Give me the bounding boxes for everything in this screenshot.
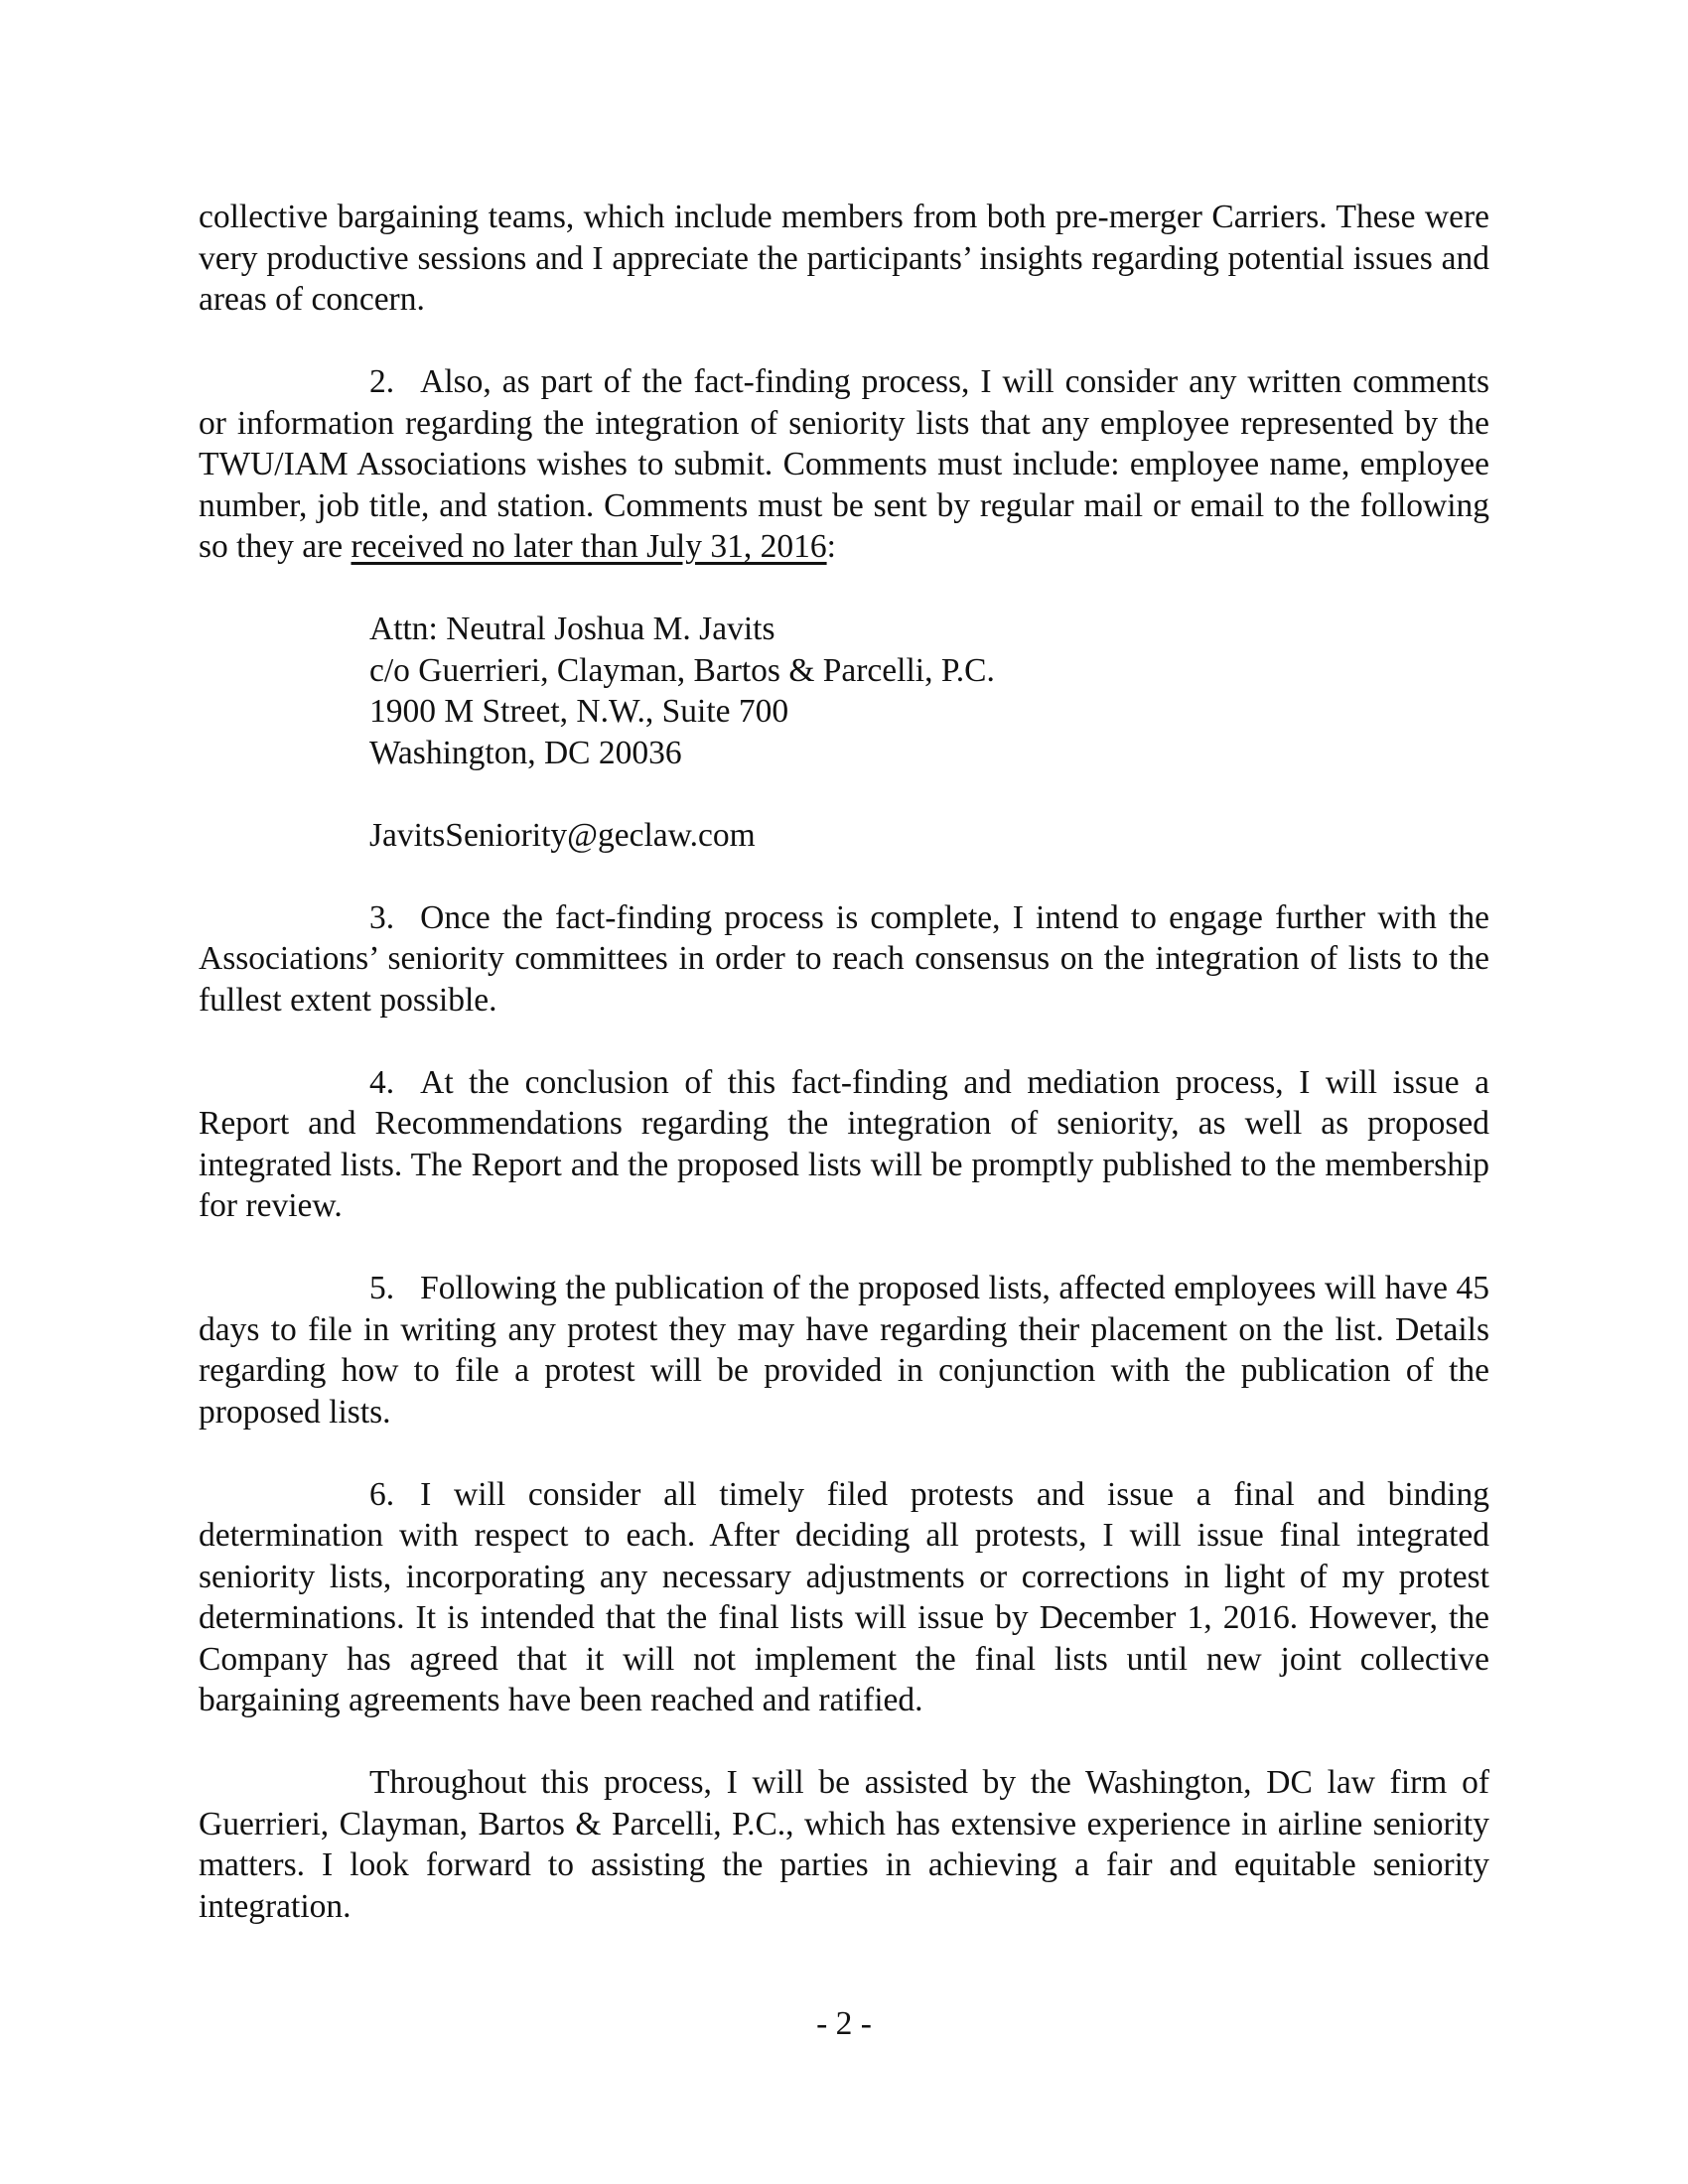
paragraph-number: 4. (369, 1063, 395, 1101)
document-page (199, 197, 1489, 1969)
paragraph-6 (199, 1474, 1489, 1721)
paragraph-2 (199, 361, 1489, 568)
paragraph-text: At the conclusion of this fact-finding and mediation process, I will issue a Report and Recommendations regarding the integration of seniority, as well as proposed integrated lists. The Report and the proposed lists will be promptly published to the membership for review. (199, 1063, 1489, 1224)
paragraph-text: I will consider all timely filed protests and issue a final and binding determination with respect to each. After deciding all protests, I will issue final integrated seniority lists, incorporating any necessary adjustments or corrections in light of my protest determinations. It is intended that the final lists will issue by December 1, 2016. However, the Company has agreed that it will not implement the final lists until new joint collective bargaining agreements have been reached and ratified. (199, 1475, 1489, 1718)
paragraph-5 (199, 1268, 1489, 1433)
paragraph-text-end: : (826, 528, 836, 565)
mailing-address (199, 609, 1489, 773)
paragraph-text: Following the publication of the proposed lists, affected employees will have 45 days to file in writing any protest they may have regarding their placement on the list. Details regarding how to file a protest will be provided in conjunction with the publication of the proposed lists. (199, 1270, 1489, 1431)
deadline-text: received no later than July 31, 2016 (351, 528, 827, 565)
address-firm-line: c/o Guerrieri, Clayman, Bartos & Parcelli, P.C. (369, 651, 995, 689)
paragraph-text: Once the fact-finding process is complete, I intend to engage further with the Associations’ seniority committees in order to reach consensus on the integration of lists to the fullest extent possible. (199, 898, 1489, 1019)
page-number: - 2 - (816, 2005, 872, 2042)
paragraph-number: 6. (369, 1475, 395, 1513)
address-attn-line: Attn: Neutral Joshua M. Javits (369, 611, 775, 647)
paragraph-number: 2. (369, 363, 395, 400)
intro-paragraph: collective bargaining teams, which include members from both pre-merger Carriers. These were very productive sessions and I appreciate the participants’ insights regarding potential issues and areas of concern. (199, 199, 1489, 318)
paragraph-number: 3. (369, 898, 395, 936)
paragraph-number: 5. (369, 1270, 395, 1306)
email-address: JavitsSeniority@geclaw.com (369, 816, 756, 854)
paragraph-4 (199, 1062, 1489, 1227)
paragraph-text: Also, as part of the fact-finding process, I will consider any written comments or information regarding the integration of seniority lists that any employee represented by the TWU/IAM Associations wishes to submit. Comments must include: employee name, employee number, job title, and station. Comments must be sent by regular mail or email to the following so they are (199, 363, 1489, 565)
paragraph-3 (199, 897, 1489, 1022)
address-city-line: Washington, DC 20036 (369, 734, 682, 771)
closing-paragraph: Throughout this process, I will be assisted by the Washington, DC law firm of Guerrieri, Clayman, Bartos & Parcelli, P.C., which has extensive experience in airline seniority matters. I look forward to assisting the parties in achieving a fair and equitable seniority integration. (199, 1764, 1489, 1925)
address-street-line: 1900 M Street, N.W., Suite 700 (369, 693, 789, 730)
